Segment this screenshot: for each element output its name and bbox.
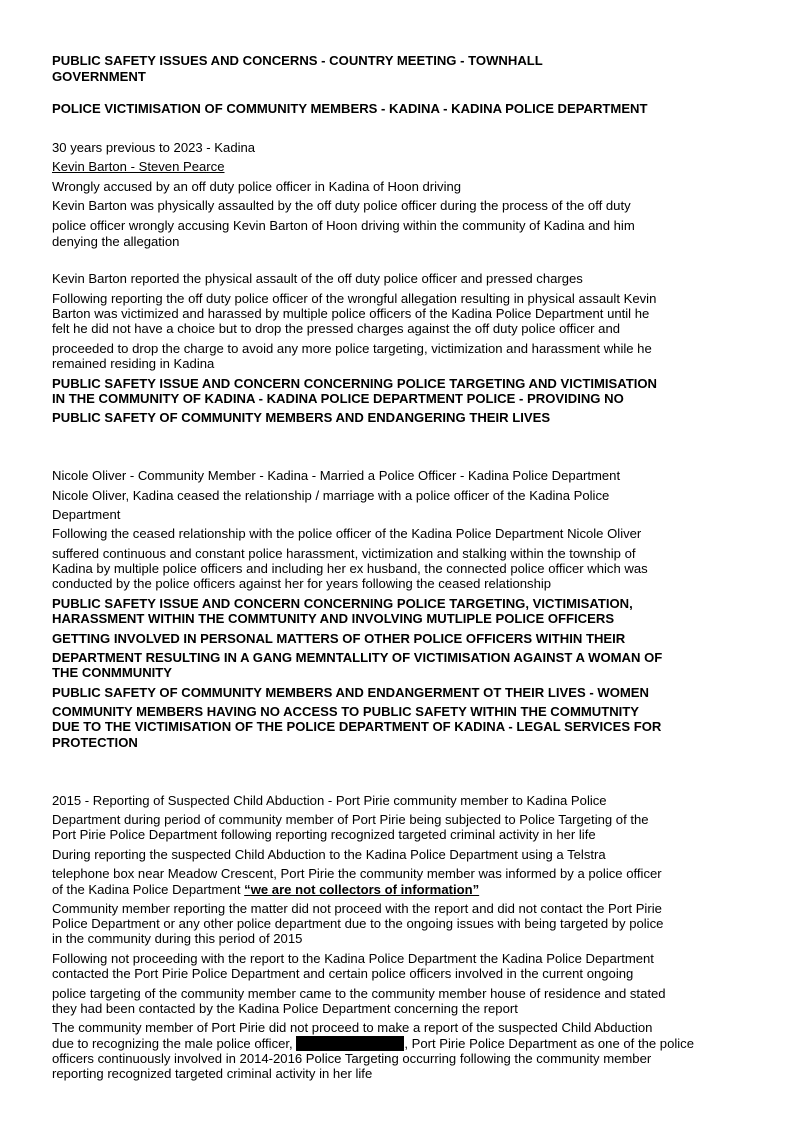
section2-line: Nicole Oliver, Kadina ceased the relationship / marriage with a police officer of the Kadina Police [52, 488, 610, 503]
section2-line: suffered continuous and constant police harassment, victimization and stalking within the township of [52, 546, 636, 561]
section1-line: Kevin Barton was physically assaulted by the off duty police officer during the process of the off duty [52, 198, 631, 213]
section1-line: Barton was victimized and harassed by multiple police officers of the Kadina Police Department until he [52, 306, 650, 321]
section2-line: Nicole Oliver - Community Member - Kadina - Married a Police Officer - Kadina Police Department [52, 468, 621, 483]
section3-line: The community member of Port Pirie did not proceed to make a report of the suspected Child Abduction [52, 1020, 653, 1035]
section1-line: Wrongly accused by an off duty police officer in Kadina of Hoon driving [52, 179, 462, 194]
section2-line: conducted by the police officers against her for years following the ceased relationship [52, 576, 552, 591]
section1-date-line: 30 years previous to 2023 - Kadina [52, 140, 256, 155]
section3-line: contacted the Port Pirie Police Department and certain police officers involved in the current ongoing [52, 966, 634, 981]
section1-bold-line: PUBLIC SAFETY ISSUE AND CONCERN CONCERNING POLICE TARGETING AND VICTIMISATION [52, 376, 658, 391]
section3-line: 2015 - Reporting of Suspected Child Abduction - Port Pirie community member to Kadina Police [52, 793, 607, 808]
section2-bold-line: PUBLIC SAFETY ISSUE AND CONCERN CONCERNING POLICE TARGETING, VICTIMISATION, [52, 596, 633, 611]
section1-bold-line: PUBLIC SAFETY OF COMMUNITY MEMBERS AND ENDANGERING THEIR LIVES [52, 410, 551, 425]
redaction-block [296, 1036, 404, 1051]
section1-line: felt he did not have a choice but to drop the pressed charges against the off duty police officer and [52, 321, 621, 336]
section3-line: Following not proceeding with the report to the Kadina Police Department the Kadina Police Department [52, 951, 654, 966]
quote-text: “we are not collectors of information” [244, 882, 480, 897]
redact-suffix: , Port Pirie Police Department as one of the police [404, 1036, 694, 1051]
section3-line: they had been contacted by the Kadina Police Department concerning the report [52, 1001, 518, 1016]
section3-line: officers continuously involved in 2014-2016 Police Targeting occurring following the community member [52, 1051, 652, 1066]
section3-line: Port Pirie Police Department following reporting recognized targeted criminal activity in her life [52, 827, 596, 842]
section2-bold-line: PROTECTION [52, 735, 138, 750]
quote-prefix: of the Kadina Police Department [52, 882, 245, 897]
section1-line: proceeded to drop the charge to avoid any more police targeting, victimization and harassment while he [52, 341, 652, 356]
section2-bold-line: THE CONMMUNITY [52, 665, 173, 680]
section3-line: police targeting of the community member came to the community member house of residence and stated [52, 986, 666, 1001]
section3-line: in the community during this period of 2015 [52, 931, 303, 946]
section1-line: remained residing in Kadina [52, 356, 215, 371]
section1-line: Following reporting the off duty police officer of the wrongful allegation resulting in physical assault Kevin [52, 291, 657, 306]
section2-bold-line: HARASSMENT WITHIN THE COMMTUNITY AND INVOLVING MUTLIPLE POLICE OFFICERS [52, 611, 615, 626]
section3-line: Police Department or any other police department due to the ongoing issues with being targeted by police [52, 916, 664, 931]
section3-line: telephone box near Meadow Crescent, Port Pirie the community member was informed by a police officer [52, 866, 662, 881]
document-subtitle: POLICE VICTIMISATION OF COMMUNITY MEMBERS - KADINA - KADINA POLICE DEPARTMENT [52, 101, 648, 116]
section2-line: Following the ceased relationship with the police officer of the Kadina Police Department Nicole Oliver [52, 526, 642, 541]
section3-line: Department during period of community member of Port Pirie being subjected to Police Targeting of the [52, 812, 649, 827]
section1-line: denying the allegation [52, 234, 180, 249]
section3-redacted-line [52, 1036, 694, 1051]
section2-bold-line: GETTING INVOLVED IN PERSONAL MATTERS OF OTHER POLICE OFFICERS WITHIN THEIR [52, 631, 626, 646]
section2-bold-line: DEPARTMENT RESULTING IN A GANG MEMNTALLITY OF VICTIMISATION AGAINST A WOMAN OF [52, 650, 663, 665]
redact-prefix: due to recognizing the male police officer, [52, 1036, 297, 1051]
section2-line: Kadina by multiple police officers and including her ex husband, the connected police officer which was [52, 561, 648, 576]
section3-line: During reporting the suspected Child Abduction to the Kadina Police Department using a Telstra [52, 847, 606, 862]
section2-bold-line: COMMUNITY MEMBERS HAVING NO ACCESS TO PUBLIC SAFETY WITHIN THE COMMUTNITY [52, 704, 640, 719]
document-title-line-1: PUBLIC SAFETY ISSUES AND CONCERNS - COUNTRY MEETING - TOWNHALL [52, 53, 543, 68]
section1-bold-line: IN THE COMMUNITY OF KADINA - KADINA POLICE DEPARTMENT POLICE - PROVIDING NO [52, 391, 624, 406]
section2-line: Department [52, 507, 121, 522]
section1-line: police officer wrongly accusing Kevin Barton of Hoon driving within the community of Kadina and him [52, 218, 635, 233]
section3-line: reporting recognized targeted criminal activity in her life [52, 1066, 373, 1081]
section2-bold-line: DUE TO THE VICTIMISATION OF THE POLICE DEPARTMENT OF KADINA - LEGAL SERVICES FOR [52, 719, 662, 734]
section1-line: Kevin Barton reported the physical assault of the off duty police officer and pressed charges [52, 271, 583, 286]
section1-names: Kevin Barton - Steven Pearce [52, 159, 225, 174]
section3-quote-line [52, 882, 479, 897]
section3-line: Community member reporting the matter did not proceed with the report and did not contact the Port Pirie [52, 901, 662, 916]
section2-bold-line: PUBLIC SAFETY OF COMMUNITY MEMBERS AND ENDANGERMENT OT THEIR LIVES - WOMEN [52, 685, 649, 700]
document-title-line-2: GOVERNMENT [52, 69, 146, 84]
